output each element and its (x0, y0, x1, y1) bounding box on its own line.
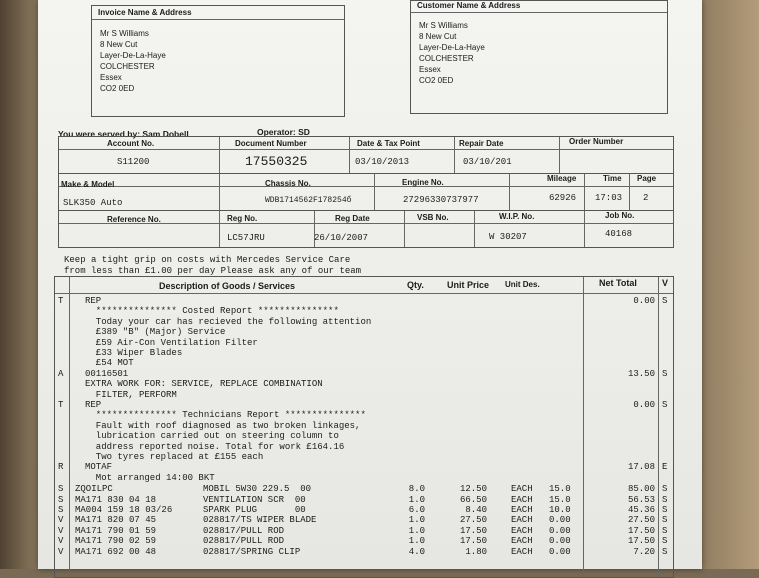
line-text: 00116501 (85, 368, 129, 379)
address-line: Essex (100, 73, 122, 82)
date-tax-point-value: 03/10/2013 (355, 157, 410, 167)
reg-date-value: 26/10/2007 (314, 233, 369, 243)
part-code: V (58, 515, 64, 526)
part-row (55, 484, 673, 494)
line-item-row (55, 400, 673, 410)
part-description: 028817/PULL ROD (203, 525, 285, 536)
line-item-row (55, 358, 673, 368)
line-vat-code: S (662, 296, 668, 306)
part-row (55, 547, 673, 557)
chassis-no-label: Chassis No. (265, 179, 311, 188)
part-discount: 15.0 (549, 484, 571, 495)
address-line: CO2 0ED (100, 84, 135, 93)
document-number-label: Document Number (235, 139, 307, 148)
part-number: ZQOILPC (75, 484, 113, 495)
line-text: FILTER, PERFORM (85, 389, 177, 400)
address-line: Layer-De-La-Haye (100, 51, 166, 60)
line-item-row (55, 462, 673, 472)
line-code: R (58, 462, 64, 473)
reg-no-value: LC57JRU (227, 233, 265, 243)
part-unit-des: EACH (511, 536, 533, 547)
line-item-row (55, 390, 673, 400)
part-vat-code: S (662, 536, 668, 547)
reg-date-label: Reg Date (335, 214, 370, 223)
part-qty: 6.0 (408, 505, 425, 515)
part-vat-code: S (662, 546, 668, 557)
line-vat-code: S (662, 400, 668, 410)
part-number: MA171 830 04 18 (75, 494, 157, 505)
engine-no-value: 27296330737977 (403, 195, 479, 205)
line-item-row (55, 421, 673, 431)
line-item-row (55, 338, 673, 348)
line-item-row (55, 317, 673, 327)
part-qty: 1.0 (408, 515, 425, 526)
part-description: SPARK PLUG 00 (203, 505, 306, 515)
part-discount: 0.00 (549, 515, 571, 526)
part-vat-code: S (662, 525, 668, 536)
line-text: EXTRA WORK FOR: SERVICE, REPLACE COMBINATION (85, 379, 323, 390)
line-item-row (55, 369, 673, 379)
line-item-row (55, 379, 673, 389)
part-unit-price: 8.40 (465, 505, 487, 515)
line-text: Today your car has recieved the following attention (85, 316, 372, 327)
part-vat-code: S (662, 505, 668, 515)
part-unit-des: EACH (511, 546, 533, 557)
part-qty: 1.0 (408, 536, 425, 547)
part-description: 028817/SPRING CLIP (203, 546, 301, 557)
served-by: You were served by: Sam Dobell (58, 129, 189, 139)
address-line: Mr S Williams (419, 21, 468, 30)
header-description: Description of Goods / Services (159, 281, 296, 291)
part-qty: 8.0 (408, 484, 425, 495)
line-items-table (54, 276, 674, 578)
line-text: REP (85, 296, 102, 306)
part-discount: 15.0 (549, 494, 571, 505)
part-net-total: 27.50 (627, 515, 655, 526)
invoice-sheet (38, 0, 702, 569)
part-number: MA171 790 01 59 (75, 525, 157, 536)
time-value: 17:03 (595, 193, 623, 203)
part-row (55, 536, 673, 546)
part-unit-price: 17.50 (459, 525, 487, 536)
header-qty: Qty. (407, 280, 424, 290)
part-unit-price: 17.50 (459, 536, 487, 547)
page-label: Page (637, 174, 657, 183)
line-item-row (55, 348, 673, 358)
part-unit-price: 1.80 (465, 546, 487, 557)
part-description: 028817/TS WIPER BLADE (203, 515, 317, 526)
part-description: VENTILATION SCR 00 (203, 494, 306, 505)
invoice-address-box (91, 5, 345, 117)
part-unit-price: 12.50 (459, 484, 487, 495)
address-line: 8 New Cut (419, 32, 457, 41)
part-unit-des: EACH (511, 484, 533, 495)
operator: Operator: SD (257, 127, 310, 137)
promo-line: Keep a tight grip on costs with Mercedes Service Care (64, 255, 351, 265)
part-row (55, 495, 673, 505)
part-code: S (58, 494, 64, 505)
header-v: V (662, 278, 669, 288)
part-net-total: 85.00 (627, 484, 655, 495)
line-net-total: 0.00 (633, 296, 655, 306)
line-net-total: 0.00 (633, 400, 655, 410)
reg-no-label: Reg No. (227, 214, 258, 223)
part-unit-price: 66.50 (459, 494, 487, 505)
line-text: Fault with roof diagnosed as two broken linkages, (85, 420, 361, 431)
address-line: COLCHESTER (100, 62, 155, 71)
part-unit-des: EACH (511, 525, 533, 536)
part-discount: 0.00 (549, 536, 571, 547)
part-number: MA004 159 18 03/26 (75, 505, 173, 515)
line-code: T (58, 400, 64, 410)
address-line: Essex (419, 65, 441, 74)
line-text: Two tyres replaced at £155 each (85, 452, 264, 462)
line-text: *************** Technicians Report *************** (85, 410, 366, 421)
address-line: COLCHESTER (419, 54, 474, 63)
line-item-row (55, 452, 673, 462)
repair-date-value: 03/10/201 (463, 157, 512, 167)
invoice-address-title: Invoice Name & Address (98, 8, 192, 17)
part-code: V (58, 546, 64, 557)
part-discount: 0.00 (549, 546, 571, 557)
vsb-no-label: VSB No. (417, 213, 449, 222)
mileage-label: Mileage (547, 174, 577, 183)
part-unit-des: EACH (511, 505, 533, 515)
document-number-value: 17550325 (245, 154, 308, 169)
part-vat-code: S (662, 515, 668, 526)
line-text: £33 Wiper Blades (85, 348, 183, 358)
repair-date-label: Repair Date (459, 139, 504, 148)
engine-no-label: Engine No. (402, 178, 444, 187)
line-item-row (55, 473, 673, 483)
customer-address-lines (419, 20, 485, 86)
part-code: V (58, 536, 64, 547)
part-discount: 10.0 (549, 505, 571, 515)
line-text: Mot arranged 14:00 BKT (85, 472, 215, 483)
part-unit-des: EACH (511, 515, 533, 526)
part-net-total: 56.53 (627, 494, 655, 505)
line-text: *************** Costed Report *************** (85, 306, 339, 317)
part-number: MA171 820 07 45 (75, 515, 157, 526)
account-details-row (58, 136, 674, 174)
part-number: MA171 790 02 59 (75, 536, 157, 547)
part-row (55, 505, 673, 515)
line-text: REP (85, 400, 102, 410)
part-qty: 1.0 (408, 494, 425, 505)
registration-details-row (58, 210, 674, 248)
part-net-total: 17.50 (627, 525, 655, 536)
make-model-label: Make & Model (61, 180, 115, 189)
line-item-row (55, 410, 673, 420)
line-code: A (58, 368, 64, 379)
line-text: address reported noise. Total for work £164.16 (85, 441, 345, 452)
time-label: Time (603, 174, 622, 183)
part-code: S (58, 505, 64, 515)
part-discount: 0.00 (549, 525, 571, 536)
account-no-label: Account No. (107, 139, 155, 148)
customer-address-title: Customer Name & Address (417, 1, 521, 10)
account-no-value: S11200 (117, 157, 150, 167)
part-vat-code: S (662, 494, 668, 505)
part-code: S (58, 484, 64, 495)
part-code: V (58, 525, 64, 536)
date-tax-point-label: Date & Tax Point (357, 139, 420, 148)
address-line: Mr S Williams (100, 29, 149, 38)
line-net-total: 17.08 (627, 462, 655, 473)
line-vat-code: E (662, 462, 668, 473)
part-description: 028817/PULL ROD (203, 536, 285, 547)
promo-line: from less than £1.00 per day Please ask any of our team (64, 266, 362, 276)
line-text: £54 MOT (85, 358, 134, 369)
part-description: MOBIL 5W30 229.5 00 (203, 484, 312, 495)
desk-background-right (697, 0, 759, 569)
line-net-total: 13.50 (627, 368, 655, 379)
line-text: £389 "B" (Major) Service (85, 327, 226, 338)
chassis-no-value: WDB1714562F178254б (265, 196, 352, 205)
vehicle-details-row (58, 173, 674, 211)
header-unit-price: Unit Price (447, 280, 490, 290)
line-item-row (55, 296, 673, 306)
part-number: MA171 692 00 48 (75, 546, 157, 557)
part-unit-des: EACH (511, 494, 533, 505)
header-unit-des: Unit Des. (505, 280, 540, 289)
line-item-row (55, 327, 673, 337)
line-vat-code: S (662, 368, 668, 379)
part-net-total: 45.36 (627, 505, 655, 515)
make-model-value: SLK350 Auto (63, 198, 123, 208)
line-code: T (58, 296, 64, 306)
part-qty: 1.0 (408, 525, 425, 536)
job-no-label: Job No. (605, 211, 635, 220)
line-item-row (55, 442, 673, 452)
reference-no-label: Reference No. (107, 215, 161, 224)
part-row (55, 515, 673, 525)
part-net-total: 7.20 (633, 546, 655, 557)
line-item-row (55, 306, 673, 316)
address-line: Layer-De-La-Haye (419, 43, 485, 52)
part-row (55, 526, 673, 536)
part-unit-price: 27.50 (459, 515, 487, 526)
header-net-total: Net Total (599, 278, 637, 288)
address-line: CO2 0ED (419, 76, 454, 85)
address-line: 8 New Cut (100, 40, 138, 49)
order-number-label: Order Number (569, 137, 624, 146)
part-net-total: 17.50 (627, 536, 655, 547)
page-value: 2 (643, 193, 649, 203)
line-text: lubrication carried out on steering column to (85, 431, 339, 442)
part-qty: 4.0 (408, 546, 425, 557)
job-no-value: 40168 (605, 229, 633, 239)
line-item-row (55, 431, 673, 441)
wip-no-value: W 30207 (489, 232, 527, 242)
part-vat-code: S (662, 484, 668, 495)
wip-no-label: W.I.P. No. (499, 212, 535, 221)
mileage-value: 62926 (549, 193, 577, 203)
line-text: £59 Air-Con Ventilation Filter (85, 337, 258, 348)
invoice-address-lines (100, 28, 166, 94)
line-text: MOTAF (85, 462, 113, 473)
customer-address-box (410, 0, 668, 114)
